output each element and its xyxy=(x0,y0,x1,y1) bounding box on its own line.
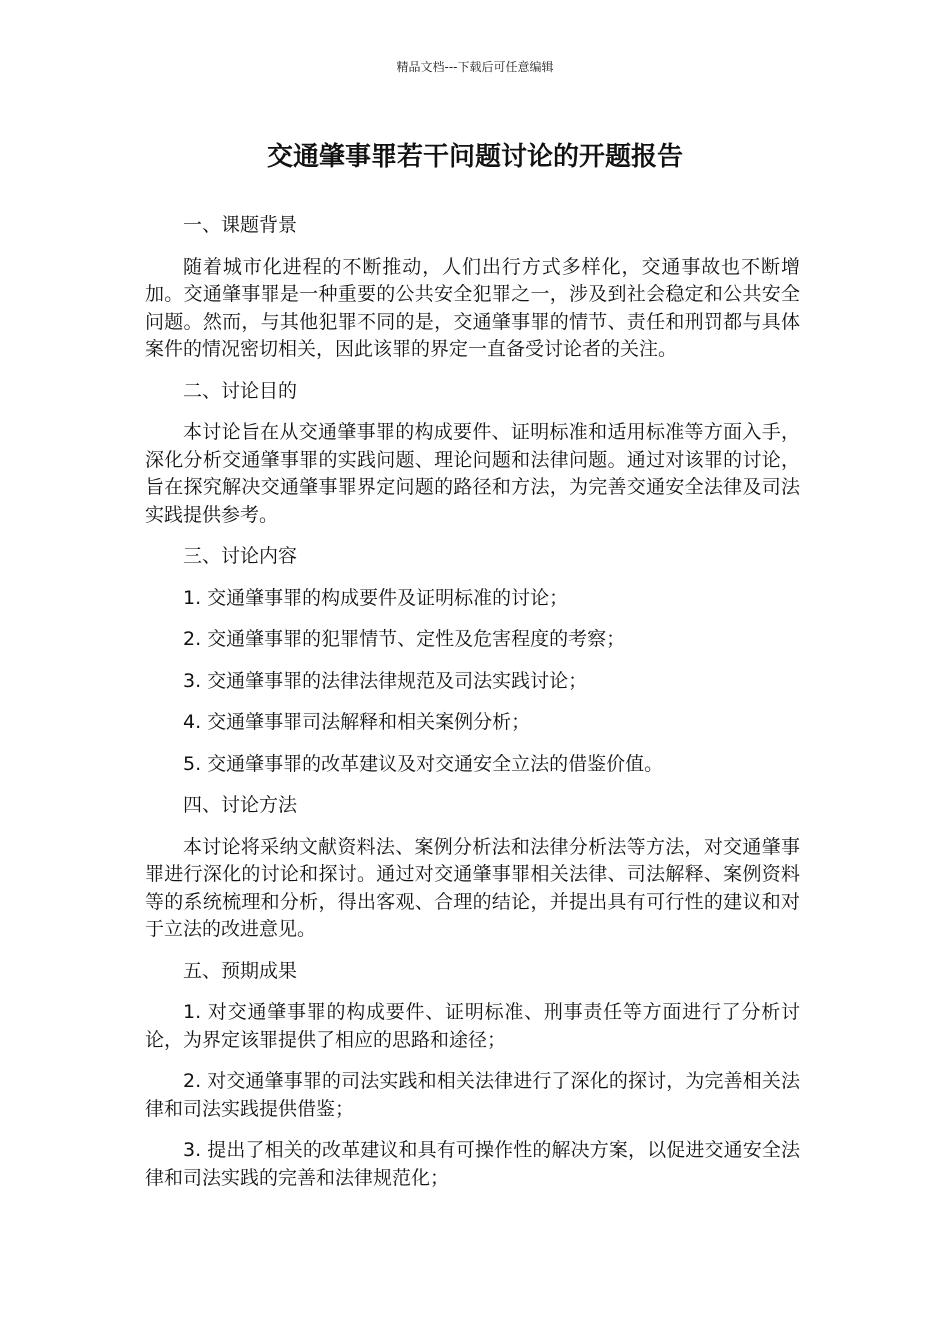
list-item: 1. 对交通肇事罪的构成要件、证明标准、刑事责任等方面进行了分析讨论，为界定该罪提供了相应的思路和途径； xyxy=(145,1001,800,1051)
section-heading-method: 四、讨论方法 xyxy=(183,794,298,816)
section-heading-results: 五、预期成果 xyxy=(183,959,298,982)
paragraph-purpose: 本讨论旨在从交通肇事罪的构成要件、证明标准和适用标准等方面入手，深化分析交通肇事罪的实践问题、理论问题和法律问题。通过对该罪的讨论，旨在探究解决交通肇事罪界定问题的路径和方法，为完善交通安全法律及司法实践提供参考。 xyxy=(145,421,800,526)
document-body xyxy=(145,212,800,1206)
list-item: 2. 交通肇事罪的犯罪情节、定性及危害程度的考察； xyxy=(183,628,626,650)
paragraph-method: 本讨论将采纳文献资料法、案例分析法和法律分析法等方法，对交通肇事罪进行深化的讨论和探讨。通过对交通肇事罪相关法律、司法解释、案例资料等的系统梳理和分析，得出客观、合理的结论，并提出具有可行性的建议和对于立法的改进意见。 xyxy=(145,835,800,940)
section-heading-content: 三、讨论内容 xyxy=(183,545,298,567)
list-item: 5. 交通肇事罪的改革建议及对交通安全立法的借鉴价值。 xyxy=(183,752,664,775)
paragraph-background: 随着城市化进程的不断推动，人们出行方式多样化，交通事故也不断增加。交通肇事罪是一种重要的公共安全犯罪之一，涉及到社会稳定和公共安全问题。然而，与其他犯罪不同的是，交通肇事罪的情节、责任和刑罚都与具体案件的情况密切相关，因此该罪的界定一直备受讨论者的关注。 xyxy=(145,255,800,360)
document-title: 交通肇事罪若干问题讨论的开题报告 xyxy=(266,142,683,172)
list-item: 2. 对交通肇事罪的司法实践和相关法律进行了深化的探讨，为完善相关法律和司法实践提供借鉴； xyxy=(145,1070,800,1120)
header-note: 精品文档---下载后可任意编辑 xyxy=(396,60,554,74)
section-heading-purpose: 二、讨论目的 xyxy=(183,379,298,402)
section-heading-background: 一、课题背景 xyxy=(183,214,298,236)
list-item: 3. 提出了相关的改革建议和具有可操作性的解决方案，以促进交通安全法律和司法实践的完善和法律规范化； xyxy=(145,1139,800,1189)
list-item: 3. 交通肇事罪的法律法律规范及司法实践讨论； xyxy=(183,669,588,692)
list-item: 4. 交通肇事罪司法解释和相关案例分析； xyxy=(183,711,531,733)
list-item: 1. 交通肇事罪的构成要件及证明标准的讨论； xyxy=(183,586,569,609)
